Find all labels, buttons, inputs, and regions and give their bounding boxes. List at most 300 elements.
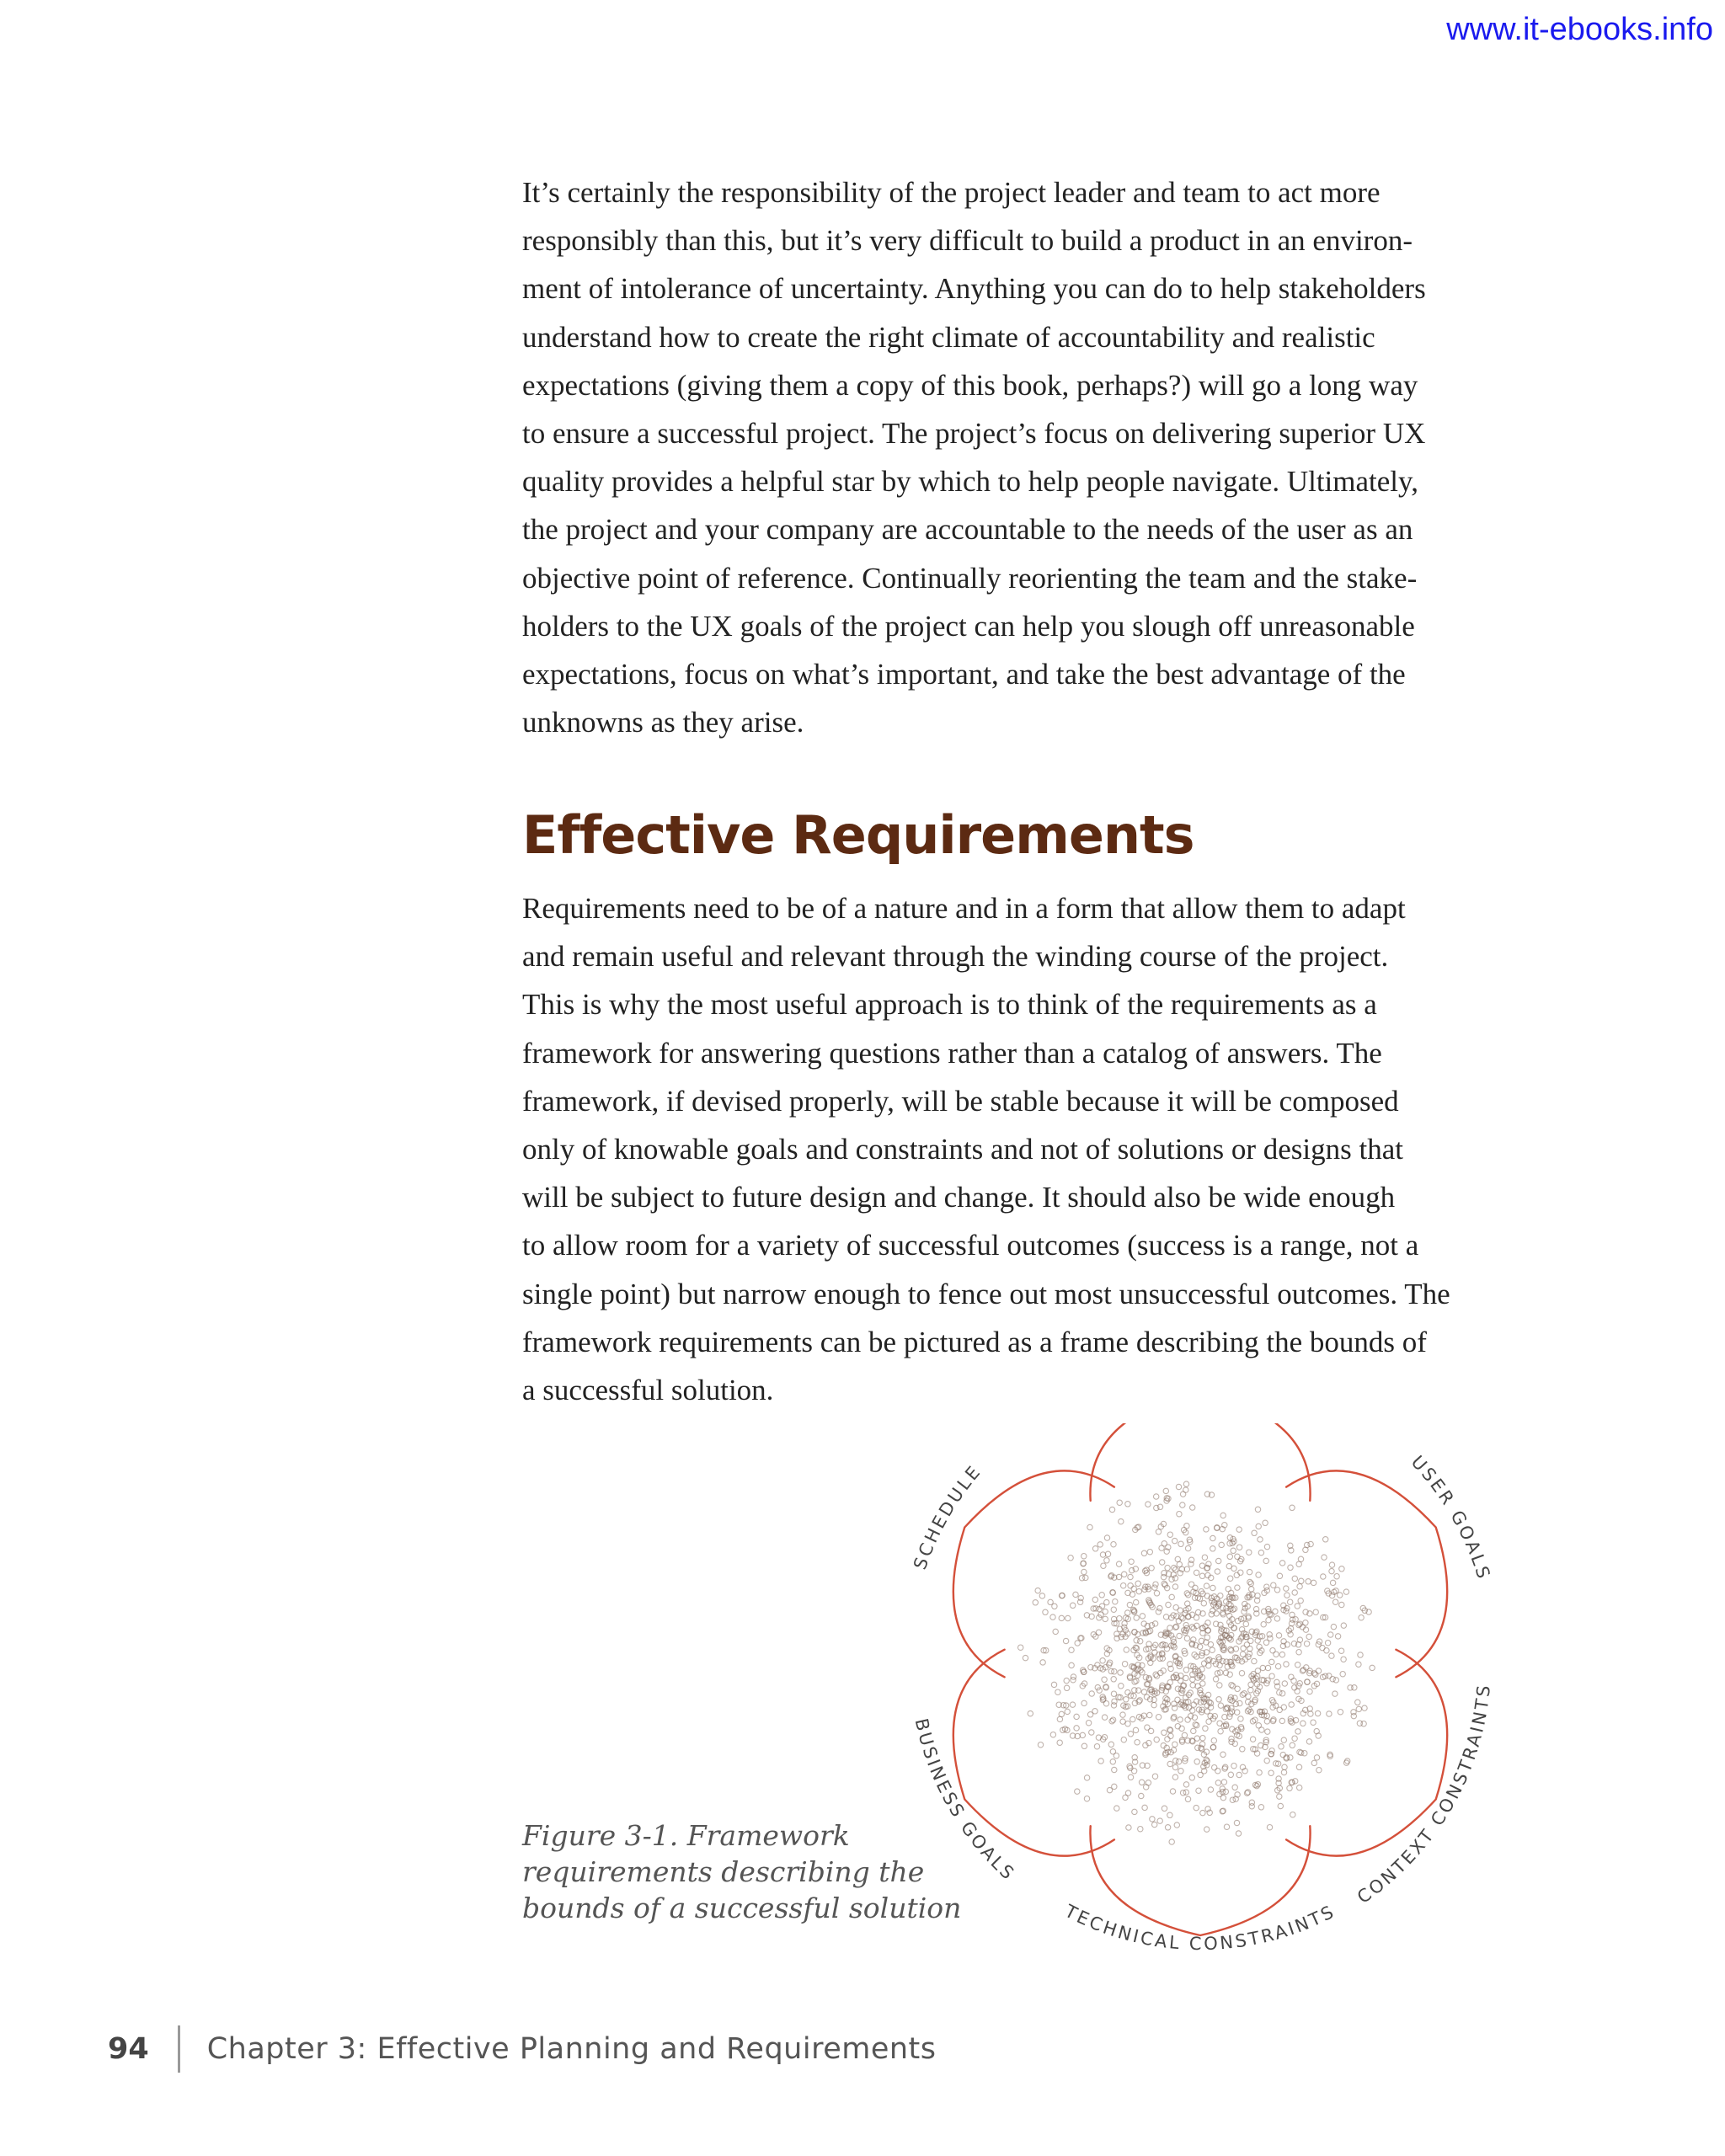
text-line: This is why the most useful approach is to think of the requirements as a <box>522 988 1377 1022</box>
outcome-dot <box>1297 1637 1302 1642</box>
outcome-dot <box>1220 1513 1226 1518</box>
schedule-label: SCHEDULE <box>909 1460 986 1572</box>
outcome-dot <box>1111 1607 1116 1612</box>
outcome-dot <box>1166 1602 1171 1607</box>
outcome-dot <box>1370 1665 1375 1670</box>
schedule-arc <box>953 1470 1114 1677</box>
outcome-dot <box>1194 1759 1199 1764</box>
outcome-dot <box>1231 1566 1236 1571</box>
outcome-dot <box>1359 1615 1364 1620</box>
outcome-dot <box>1134 1638 1139 1643</box>
outcome-dot <box>1135 1688 1140 1693</box>
outcome-dot <box>1114 1753 1119 1758</box>
outcome-dot <box>1295 1662 1300 1668</box>
outcome-dot <box>1289 1702 1294 1707</box>
outcome-dot <box>1094 1744 1099 1749</box>
outcome-dot <box>1129 1559 1134 1564</box>
outcome-dot <box>1201 1601 1206 1606</box>
text-line: ment of intolerance of uncertainty. Anything you can do to help stakeholders <box>522 272 1426 306</box>
outcome-dot <box>1323 1537 1328 1542</box>
outcome-dot <box>1210 1535 1215 1540</box>
outcome-dot <box>1356 1706 1361 1711</box>
outcome-dot <box>1125 1790 1130 1796</box>
text-line: only of knowable goals and constraints and not of solutions or designs that <box>522 1133 1403 1166</box>
figure-caption <box>522 1817 961 1926</box>
text-line: to allow room for a variety of successful outcomes (success is a range, not a <box>522 1229 1419 1262</box>
outcome-dot <box>1188 1561 1194 1566</box>
outcome-dot <box>1140 1614 1145 1619</box>
outcome-dot <box>1190 1505 1195 1510</box>
outcome-dot <box>1333 1678 1338 1683</box>
outcome-dot <box>1248 1682 1253 1687</box>
outcome-dot <box>1232 1785 1237 1790</box>
outcome-dot <box>1242 1609 1247 1614</box>
outcome-dot <box>1177 1657 1182 1662</box>
outcome-dot <box>1356 1662 1361 1667</box>
outcome-dot <box>1122 1572 1127 1577</box>
outcome-dot <box>1334 1574 1339 1579</box>
outcome-dot <box>1154 1737 1159 1742</box>
outcome-dot <box>1200 1736 1205 1741</box>
outcome-dot <box>1247 1579 1252 1584</box>
outcome-dot <box>1172 1764 1178 1769</box>
outcome-dot <box>1126 1825 1131 1830</box>
outcome-dot <box>1114 1806 1119 1811</box>
outcome-dot <box>1131 1769 1136 1774</box>
section-heading: Effective Requirements <box>522 804 1194 866</box>
outcome-dot <box>1118 1670 1123 1675</box>
outcome-dot <box>1211 1738 1216 1743</box>
outcome-dot <box>1204 1635 1210 1640</box>
outcome-dot <box>1264 1544 1269 1549</box>
text-line: holders to the UX goals of the project can help you slough off unreasonable <box>522 609 1415 643</box>
outcome-dot <box>1121 1737 1126 1742</box>
outcome-dot <box>1210 1546 1215 1551</box>
outcome-dot <box>1284 1662 1289 1667</box>
outcome-dot <box>1124 1697 1129 1702</box>
outcome-dot <box>1132 1809 1137 1814</box>
outcome-dot-cloud <box>1018 1481 1375 1844</box>
outcome-dot <box>1234 1820 1239 1825</box>
text-line: unknowns as they arise. <box>522 706 804 739</box>
outcome-dot <box>1205 1658 1210 1663</box>
outcome-dot <box>1249 1587 1254 1592</box>
outcome-dot <box>1111 1703 1116 1708</box>
outcome-dot <box>1109 1507 1114 1512</box>
outcome-dot <box>1215 1769 1220 1774</box>
outcome-dot <box>1202 1555 1207 1560</box>
outcome-dot <box>1141 1550 1146 1556</box>
outcome-dot <box>1180 1502 1185 1508</box>
outcome-dot <box>1081 1569 1087 1574</box>
caption-line: bounds of a successful solution <box>522 1892 962 1924</box>
outcome-dot <box>1038 1742 1043 1748</box>
watermark-link[interactable]: www.it-ebooks.info <box>1446 12 1713 47</box>
outcome-dot <box>1279 1652 1284 1657</box>
outcome-dot <box>1157 1818 1162 1823</box>
outcome-dot <box>1316 1768 1322 1773</box>
outcome-dot <box>1238 1716 1243 1721</box>
outcome-dot <box>1104 1599 1109 1604</box>
outcome-dot <box>1311 1760 1316 1765</box>
outcome-dot <box>1125 1610 1130 1615</box>
body-paragraph-1 <box>522 168 1575 746</box>
outcome-dot <box>1079 1576 1084 1581</box>
outcome-dot <box>1210 1585 1215 1590</box>
outcome-dot <box>1264 1758 1269 1763</box>
outcome-dot <box>1150 1817 1155 1822</box>
outcome-dot <box>1183 1675 1188 1680</box>
outcome-dot <box>1216 1558 1221 1563</box>
outcome-dot <box>1125 1502 1130 1507</box>
outcome-dot <box>1267 1825 1272 1830</box>
outcome-dot <box>1130 1716 1135 1721</box>
outcome-dot <box>1162 1581 1167 1586</box>
outcome-dot <box>1246 1694 1251 1699</box>
outcome-dot <box>1288 1755 1293 1760</box>
text-line: quality provides a helpful star by which to help people navigate. Ultimately, <box>522 465 1418 499</box>
outcome-dot <box>1231 1764 1236 1769</box>
outcome-dot <box>1086 1721 1091 1726</box>
outcome-dot <box>1320 1645 1325 1650</box>
outcome-dot <box>1070 1702 1075 1707</box>
footer-divider <box>178 2025 180 2073</box>
outcome-dot <box>1176 1484 1181 1489</box>
outcome-dot <box>1221 1780 1226 1785</box>
outcome-dot <box>1303 1547 1308 1552</box>
text-line: single point) but narrow enough to fence out most unsuccessful outcomes. The <box>522 1277 1450 1310</box>
outcome-dot <box>1065 1709 1070 1714</box>
outcome-dot <box>1220 1752 1226 1757</box>
outcome-dot <box>1100 1552 1105 1557</box>
outcome-dot <box>1284 1593 1290 1598</box>
outcome-dot <box>1279 1744 1284 1749</box>
outcome-dot <box>1307 1689 1312 1694</box>
outcome-dot <box>1149 1566 1154 1571</box>
outcome-dot <box>1276 1633 1281 1638</box>
outcome-dot <box>1111 1677 1116 1682</box>
outcome-dot <box>1258 1550 1263 1555</box>
text-line: responsibly than this, but it’s very difficult to build a product in an environ- <box>522 224 1413 258</box>
outcome-dot <box>1154 1494 1159 1499</box>
outcome-dot <box>1231 1548 1236 1553</box>
outcome-dot <box>1325 1641 1330 1646</box>
outcome-dot <box>1228 1603 1233 1608</box>
outcome-dot <box>1260 1665 1265 1670</box>
outcome-dot <box>1111 1542 1116 1547</box>
outcome-dot <box>1240 1747 1245 1752</box>
outcome-dot <box>1296 1764 1301 1769</box>
outcome-dot <box>1127 1602 1132 1607</box>
outcome-dot <box>1105 1551 1110 1556</box>
outcome-dot <box>1068 1556 1073 1561</box>
outcome-dot <box>1233 1701 1238 1706</box>
outcome-dot <box>1269 1659 1274 1664</box>
outcome-dot <box>1075 1789 1080 1794</box>
outcome-dot <box>1215 1780 1220 1785</box>
outcome-dot <box>1087 1712 1092 1717</box>
outcome-dot <box>1345 1758 1350 1764</box>
outcome-dot <box>1177 1512 1182 1517</box>
outcome-dot <box>1284 1586 1289 1591</box>
outcome-dot <box>1308 1541 1313 1546</box>
outcome-dot <box>1274 1588 1279 1593</box>
outcome-dot <box>1081 1700 1087 1705</box>
outcome-dot <box>1249 1804 1254 1809</box>
outcome-dot <box>1135 1740 1140 1745</box>
outcome-dot <box>1256 1572 1261 1577</box>
body-paragraph-2 <box>522 884 1575 1414</box>
outcome-dot <box>1073 1592 1078 1597</box>
outcome-dot <box>1298 1598 1303 1603</box>
outcome-dot <box>1247 1569 1252 1574</box>
outcome-dot <box>1138 1639 1143 1644</box>
outcome-dot <box>1128 1732 1133 1737</box>
outcome-dot <box>1208 1787 1213 1792</box>
outcome-dot <box>1316 1668 1321 1673</box>
outcome-dot <box>1163 1614 1168 1620</box>
outcome-dot <box>1248 1688 1253 1693</box>
outcome-dot <box>1168 1733 1173 1738</box>
outcome-dot <box>1096 1630 1101 1635</box>
outcome-dot <box>1197 1596 1202 1601</box>
outcome-dot <box>1216 1697 1221 1702</box>
outcome-dot <box>1196 1788 1201 1793</box>
outcome-dot <box>1328 1632 1333 1637</box>
outcome-dot <box>1194 1570 1199 1575</box>
outcome-dot <box>1332 1691 1338 1696</box>
outcome-dot <box>1295 1604 1300 1609</box>
outcome-dot <box>1218 1729 1223 1734</box>
outcome-dot <box>1306 1739 1311 1744</box>
outcome-dot <box>1089 1730 1094 1735</box>
outcome-dot <box>1120 1712 1125 1717</box>
outcome-dot <box>1290 1505 1295 1510</box>
user-goals-label: USER GOALS <box>1407 1451 1495 1583</box>
outcome-dot <box>1298 1556 1303 1561</box>
outcome-dot <box>1200 1681 1205 1686</box>
outcome-dot <box>1092 1597 1097 1602</box>
outcome-dot <box>1081 1668 1086 1673</box>
outcome-dot <box>1274 1616 1279 1621</box>
outcome-dot <box>1218 1593 1223 1598</box>
outcome-dot <box>1331 1624 1336 1629</box>
outcome-dot <box>1219 1542 1224 1547</box>
outcome-dot <box>1239 1671 1244 1676</box>
outcome-dot <box>1238 1570 1243 1575</box>
text-line: will be subject to future design and change. It should also be wide enough <box>522 1181 1396 1214</box>
outcome-dot <box>1063 1638 1068 1643</box>
outcome-dot <box>1361 1721 1366 1726</box>
outcome-dot <box>1242 1691 1247 1696</box>
outcome-dot <box>1069 1647 1074 1652</box>
outcome-dot <box>1051 1682 1056 1687</box>
outcome-dot <box>1138 1827 1143 1832</box>
outcome-dot <box>1178 1541 1183 1546</box>
outcome-dot <box>1183 1782 1188 1787</box>
outcome-dot <box>1139 1780 1144 1785</box>
outcome-dot <box>1194 1805 1199 1810</box>
outcome-dot <box>1271 1582 1276 1588</box>
outcome-dot <box>1247 1550 1252 1555</box>
outcome-dot <box>1103 1609 1108 1614</box>
outcome-dot <box>1185 1796 1190 1801</box>
outcome-dot <box>1152 1822 1157 1827</box>
outcome-dot <box>1101 1563 1106 1568</box>
text-line: framework for answering questions rather than a catalog of answers. The <box>522 1036 1382 1070</box>
outcome-dot <box>1327 1711 1332 1716</box>
outcome-dot <box>1135 1581 1140 1586</box>
outcome-dot <box>1141 1689 1146 1694</box>
outcome-dot <box>1292 1736 1297 1741</box>
outcome-dot <box>1110 1759 1115 1764</box>
outcome-dot <box>1269 1748 1274 1753</box>
outcome-dot <box>1107 1662 1112 1667</box>
outcome-dot <box>1231 1625 1236 1630</box>
outcome-dot <box>1332 1599 1338 1604</box>
outcome-dot <box>1035 1588 1040 1593</box>
user-goals-arc <box>1286 1470 1447 1677</box>
outcome-dot <box>1152 1774 1157 1779</box>
outcome-dot <box>1228 1772 1233 1777</box>
text-line: objective point of reference. Continually reorienting the team and the stake- <box>522 561 1418 595</box>
outcome-dot <box>1270 1648 1275 1653</box>
outcome-dot <box>1184 1524 1189 1529</box>
outcome-dot <box>1266 1618 1271 1623</box>
outcome-dot <box>1117 1616 1122 1621</box>
text-line: Requirements need to be of a nature and in a form that allow them to adapt <box>522 892 1406 925</box>
outcome-dot <box>1292 1576 1297 1581</box>
outcome-dot <box>1064 1685 1069 1690</box>
outcome-dot <box>1172 1774 1178 1780</box>
outcome-dot <box>1147 1550 1152 1555</box>
outcome-dot <box>1167 1625 1172 1630</box>
outcome-dot <box>1185 1545 1190 1550</box>
outcome-dot <box>1210 1647 1215 1652</box>
outcome-dot <box>1128 1583 1133 1588</box>
text-line: framework, if devised properly, will be stable because it will be composed <box>522 1084 1399 1118</box>
outcome-dot <box>1100 1658 1105 1663</box>
outcome-dot <box>1167 1532 1172 1537</box>
outcome-dot <box>1104 1535 1109 1540</box>
outcome-dot <box>1084 1796 1089 1801</box>
caption-line: Figure 3-1. Framework <box>522 1819 850 1852</box>
outcome-dot <box>1200 1810 1205 1815</box>
outcome-dot <box>1263 1558 1268 1563</box>
outcome-dot <box>1362 1705 1367 1710</box>
outcome-dot <box>1180 1616 1185 1621</box>
outcome-dot <box>1306 1579 1311 1584</box>
outcome-dot <box>1059 1711 1064 1716</box>
outcome-dot <box>1134 1615 1139 1620</box>
outcome-dot <box>1153 1582 1158 1587</box>
outcome-dot <box>1120 1719 1125 1724</box>
outcome-dot <box>1203 1726 1208 1731</box>
outcome-dot <box>1125 1689 1130 1694</box>
outcome-dot <box>1291 1678 1296 1684</box>
outcome-dot <box>1146 1780 1151 1785</box>
outcome-dot <box>1258 1805 1263 1810</box>
outcome-dot <box>1074 1726 1079 1731</box>
text-line: and remain useful and relevant through the winding course of the project. <box>522 940 1389 974</box>
outcome-dot <box>1148 1728 1153 1733</box>
outcome-dot <box>1240 1652 1245 1657</box>
outcome-dot <box>1172 1742 1178 1747</box>
outcome-dot <box>1131 1586 1136 1591</box>
outcome-dot <box>1043 1609 1048 1614</box>
technical-constraints-label: TECHNICAL CONSTRAINTS <box>1061 1901 1339 1955</box>
outcome-dot <box>1147 1712 1152 1717</box>
outcome-dot <box>1295 1689 1300 1694</box>
outcome-dot <box>1236 1772 1242 1777</box>
outcome-dot <box>1184 1566 1189 1572</box>
outcome-dot <box>1257 1770 1262 1775</box>
outcome-dot <box>1338 1648 1343 1653</box>
outcome-dot <box>1279 1691 1284 1696</box>
outcome-dot <box>1330 1580 1335 1585</box>
page-footer <box>108 2028 937 2070</box>
outcome-dot <box>1119 1684 1124 1689</box>
outcome-dot <box>1136 1588 1141 1593</box>
chapter-title: Chapter 3: Effective Planning and Requirements <box>206 2032 937 2066</box>
budget-arc <box>1090 1423 1310 1501</box>
outcome-dot <box>1133 1727 1138 1732</box>
outcome-dot <box>1228 1576 1233 1581</box>
outcome-dot <box>1110 1717 1115 1722</box>
outcome-dot <box>1264 1719 1269 1724</box>
outcome-dot <box>1189 1775 1194 1780</box>
outcome-dot <box>1188 1582 1194 1587</box>
outcome-dot <box>1050 1614 1055 1620</box>
outcome-dot <box>1119 1518 1124 1524</box>
outcome-dot <box>1236 1527 1242 1532</box>
outcome-dot <box>1218 1703 1223 1708</box>
outcome-dot <box>1124 1647 1129 1652</box>
outcome-dot <box>1282 1681 1287 1686</box>
outcome-dot <box>1081 1743 1087 1748</box>
outcome-dot <box>1104 1558 1109 1563</box>
outcome-dot <box>1089 1691 1094 1696</box>
outcome-dot <box>1235 1710 1240 1715</box>
outcome-dot <box>1351 1710 1356 1715</box>
outcome-dot <box>1315 1710 1320 1716</box>
outcome-dot <box>1087 1524 1092 1529</box>
outcome-dot <box>1277 1573 1282 1578</box>
outcome-dot <box>1358 1652 1363 1657</box>
text-line: the project and your company are accountable to the needs of the user as an <box>522 513 1413 547</box>
outcome-dot <box>1040 1660 1045 1665</box>
caption-line: requirements describing the <box>522 1855 925 1888</box>
outcome-dot <box>1116 1561 1121 1566</box>
business-goals-label: BUSINESS GOALS <box>911 1716 1020 1886</box>
outcome-dot <box>1053 1629 1058 1634</box>
outcome-dot <box>1151 1702 1156 1707</box>
outcome-dot <box>1290 1812 1295 1817</box>
outcome-dot <box>1235 1585 1240 1590</box>
outcome-dot <box>1299 1578 1304 1583</box>
outcome-dot <box>1122 1621 1127 1626</box>
outcome-dot <box>1112 1767 1117 1772</box>
outcome-dot <box>1102 1677 1107 1682</box>
outcome-dot <box>1223 1789 1228 1794</box>
outcome-dot <box>1265 1665 1270 1670</box>
outcome-dot <box>1142 1805 1147 1810</box>
outcome-dot <box>1292 1590 1297 1595</box>
outcome-dot <box>1204 1827 1210 1832</box>
outcome-dot <box>1089 1614 1094 1619</box>
outcome-dot <box>1113 1599 1118 1604</box>
outcome-dot <box>1313 1609 1318 1614</box>
